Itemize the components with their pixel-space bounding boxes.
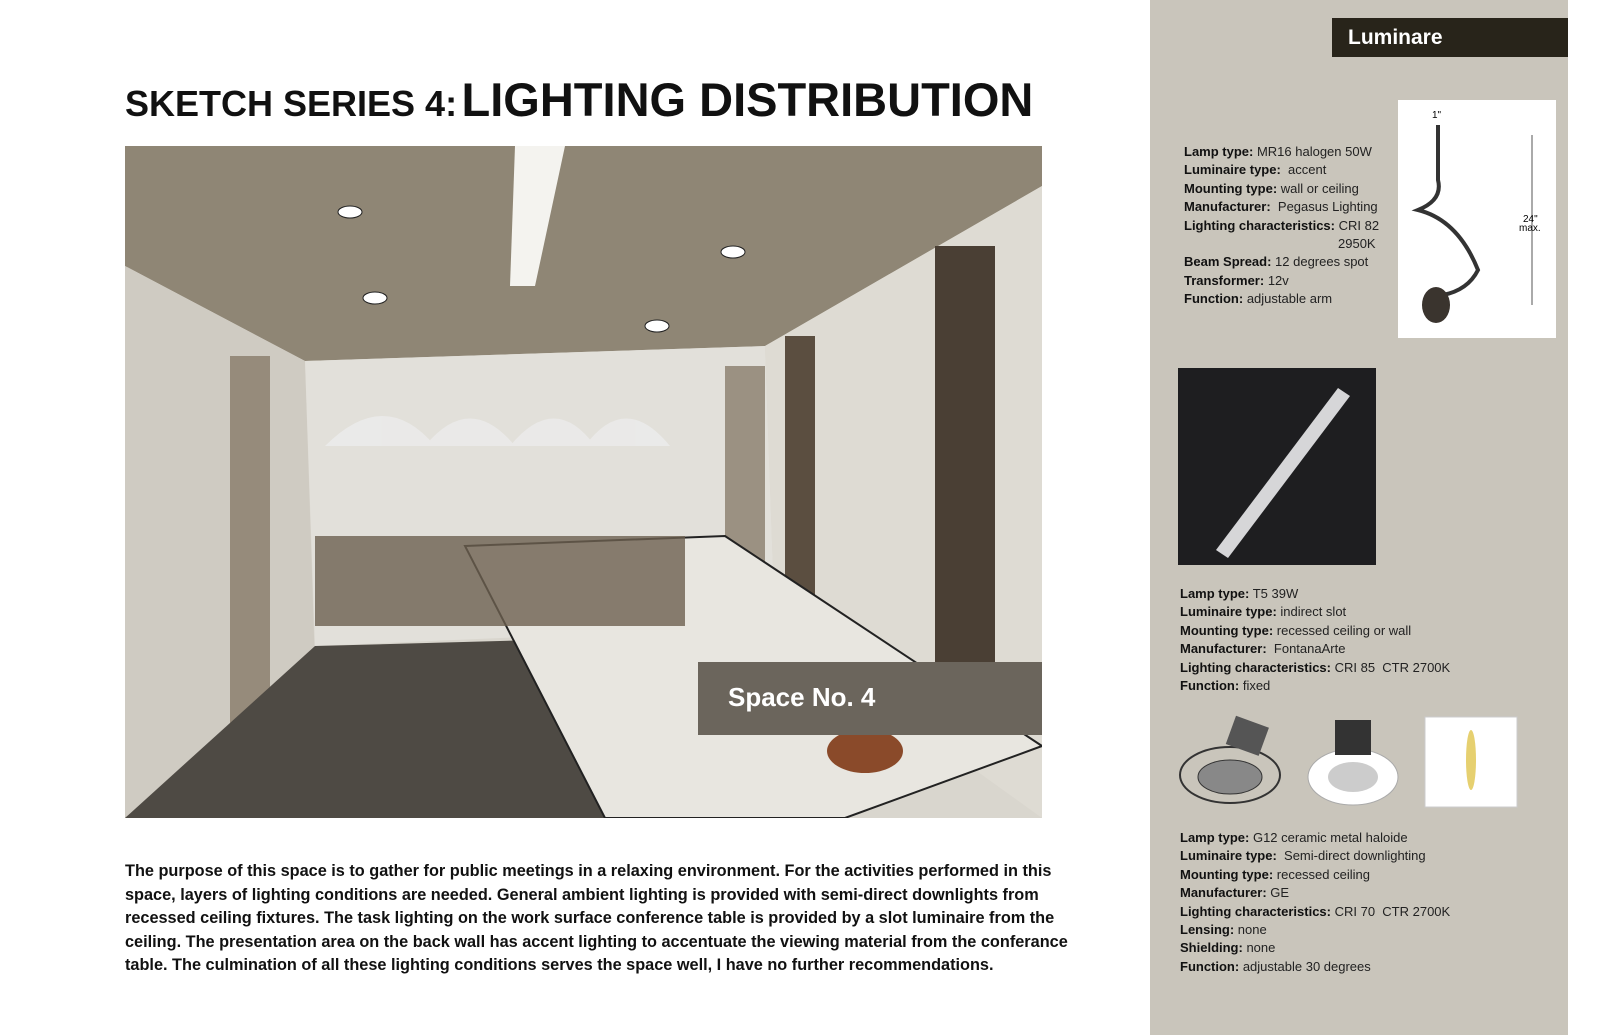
spec-row — [1180, 958, 1450, 976]
spec-row — [1184, 161, 1379, 179]
spec-label: Lamp type: — [1180, 830, 1250, 845]
spec-label: Function: — [1184, 291, 1244, 307]
spec-value: adjustable arm — [1243, 291, 1333, 307]
spec-value: MR16 halogen 50W — [1253, 144, 1372, 159]
spec-row — [1180, 585, 1450, 603]
luminaire-specs-downlight — [1180, 829, 1450, 976]
spec-label: Manufacturer: — [1184, 199, 1271, 215]
spec-label: Function: — [1180, 678, 1240, 694]
spec-label: Beam Spread: — [1184, 254, 1272, 270]
spec-row — [1180, 677, 1450, 695]
spec-value: fixed — [1239, 678, 1271, 694]
spec-value: G12 ceramic metal haloide — [1249, 830, 1408, 845]
spec-label: Transformer: — [1184, 272, 1265, 288]
spec-value: none — [1234, 922, 1267, 938]
spec-row — [1184, 235, 1379, 253]
description-paragraph: The purpose of this space is to gather for public meetings in a relaxing environment. For the activities performed in this space, layers of lighting conditions are needed. General ambient lighting is provided with semi-direct downlights from recessed ceiling fixtures. The task lighting on the work surface conference table is provided by a slot luminaire from the ceiling. The presentation area on the back wall has accent lighting to accentuate the viewing material from the conferance table. The culmination of all these lighting conditions serves the space well, I have no further recommendations. — [125, 862, 1068, 975]
spec-value: recessed ceiling — [1273, 866, 1370, 882]
spec-row — [1180, 939, 1450, 957]
spec-label: Mounting type: — [1184, 180, 1278, 196]
spec-value: recessed ceiling or wall — [1273, 622, 1412, 638]
spec-value: CRI 70 CTR 2700K — [1330, 903, 1451, 919]
spec-label: Manufacturer: — [1180, 885, 1267, 901]
page-title — [125, 72, 1033, 127]
spec-label: Luminaire type: — [1180, 604, 1277, 620]
spec-label: Luminaire type: — [1184, 162, 1281, 178]
spec-row — [1180, 829, 1450, 847]
slot-luminaire-image — [1178, 368, 1376, 565]
arm-width-label: 1" — [1432, 110, 1442, 121]
spec-value: FontanaArte — [1266, 641, 1346, 657]
panel-header: Luminare — [1332, 18, 1568, 57]
spec-row — [1180, 622, 1450, 640]
spec-value: 12v — [1264, 272, 1289, 288]
spec-label: Lighting characteristics: — [1180, 659, 1331, 675]
spec-row — [1184, 253, 1379, 271]
spec-label: Lamp type: — [1180, 586, 1250, 601]
spec-row — [1180, 903, 1450, 921]
spec-row — [1180, 884, 1450, 902]
spec-label: Mounting type: — [1180, 622, 1274, 638]
spec-label: Manufacturer: — [1180, 641, 1267, 657]
spec-label: Lamp type: — [1184, 144, 1254, 159]
spec-value: T5 39W — [1249, 586, 1299, 601]
spec-row — [1184, 143, 1379, 161]
luminaire-specs-accent — [1184, 143, 1379, 309]
spec-row — [1184, 198, 1379, 216]
spec-value: CRI 85 CTR 2700K — [1330, 659, 1451, 675]
downlight-images — [1175, 715, 1525, 810]
spec-value: CRI 82 — [1334, 217, 1380, 233]
space-caption: Space No. 4 — [698, 662, 1042, 735]
spec-value: indirect slot — [1276, 604, 1347, 620]
adjustable-arm-lamp-image — [1398, 100, 1556, 338]
spec-row — [1180, 866, 1450, 884]
spec-row — [1180, 659, 1450, 677]
spec-label: Lighting characteristics: — [1180, 903, 1331, 919]
spec-row — [1184, 217, 1379, 235]
spec-label: Mounting type: — [1180, 866, 1274, 882]
spec-label: Lensing: — [1180, 922, 1235, 938]
spec-value: accent — [1280, 162, 1327, 178]
spec-value: adjustable 30 degrees — [1239, 958, 1371, 974]
spec-row — [1180, 640, 1450, 658]
arm-height-label: 24" — [1523, 214, 1538, 225]
spec-value: 2950K — [1338, 236, 1376, 252]
spec-value: 12 degrees spot — [1271, 254, 1369, 270]
luminaire-specs-slot — [1180, 585, 1450, 695]
spec-value: Semi-direct downlighting — [1276, 848, 1426, 864]
spec-row — [1180, 603, 1450, 621]
arm-height-note: max. — [1519, 223, 1541, 234]
spec-label: Lighting characteristics: — [1184, 217, 1335, 233]
spec-row — [1180, 921, 1450, 939]
title-main: LIGHTING DISTRIBUTION — [461, 73, 1034, 126]
spec-row — [1184, 272, 1379, 290]
spec-label: Shielding: — [1180, 940, 1243, 956]
spec-label: Function: — [1180, 958, 1240, 974]
spec-row — [1184, 290, 1379, 308]
spec-value: Pegasus Lighting — [1270, 199, 1378, 215]
spec-row — [1180, 847, 1450, 865]
title-prefix: SKETCH SERIES 4: — [125, 83, 458, 124]
spec-label: Luminaire type: — [1180, 848, 1277, 864]
spec-value: GE — [1266, 885, 1290, 901]
spec-value: wall or ceiling — [1277, 180, 1359, 196]
spec-value: none — [1242, 940, 1276, 956]
spec-row — [1184, 180, 1379, 198]
